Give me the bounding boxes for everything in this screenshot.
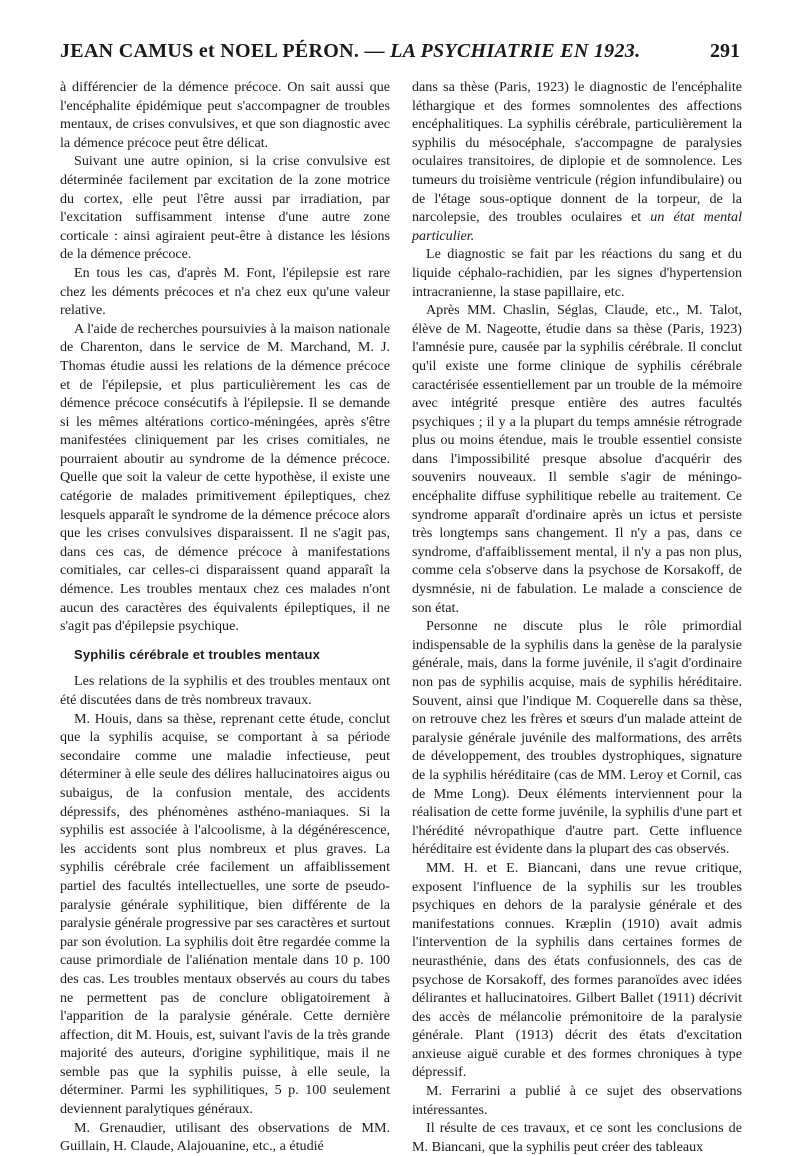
paragraph: Les relations de la syphilis et des troubles mentaux ont été discutées dans de très nombreux travaux. <box>60 673 390 708</box>
paragraph: M. Grenaudier, utilisant des observations de MM. Guillain, H. Claude, Alajouanine, etc., a étudié <box>60 1119 390 1155</box>
header-authors: JEAN CAMUS et NOEL PÉRON. — <box>60 40 385 62</box>
paragraph: MM. H. et E. Biancani, dans une revue critique, exposent l'influence de la syphilis sur les troubles psychiques en dehors de la paralysie générale et des manifestations connues. Kræplin (1910) avait admis l'intervention de la syphilis dans certaines formes de neurasthénie, dans des états confusionnels, des cas de psychose de Korsakoff, des formes paranoïdes avec idées délirantes et hallucinatoires. Gilbert Ballet (1911) décrivit des accès de mélancolie prémonitoire de la paralysie générale. Plant (1913) décrit des états d'excitation anxieuse aiguë curable et des formes chroniques à type dépressif. <box>412 859 742 1081</box>
paragraph <box>412 78 742 245</box>
paragraph: à différencier de la démence précoce. On sait aussi que l'encéphalite épidémique peut s'accompagner de troubles mentaux, de crises convulsives, et que son diagnostic avec la démence précoce peut être délicat. <box>60 79 390 151</box>
paragraph: Suivant une autre opinion, si la crise convulsive est déterminée facilement par excitation de la zone motrice du cortex, elle peut l'être aussi par irradiation, par l'excitation suffisamment intense d'une autre zone corticale : ainsi agiraient peut-être à distance les lésions de la démence précoce. <box>60 153 390 263</box>
paragraph: Après MM. Chaslin, Séglas, Claude, etc., M. Talot, élève de M. Nageotte, étudie dans sa thèse (Paris, 1923) l'amnésie pure, causée par la syphilis cérébrale. Il conclut qu'il existe une forme clinique de syphilis cérébrale caractérisée essentiellement par un trouble de la mémoire avec intégrité presque entière des autres facultés psychiques ; il y a la plupart du temps amnésie rétrograde plus ou moins étendue, mais le trouble essentiel consiste dans l'impossibilité presque absolue d'acquérir des souvenirs nouveaux. Il semble s'agir de méningo-encéphalite diffuse syphilitique rebelle au traitement. Ce syndrome apparaît d'ordinaire après un ictus et persiste très longtemps sans changement. Il n'y a pas, dans ce syndrome, d'affaiblissement mental, il n'y a pas non plus, comme cela s'observe dans la psychose de Korsakoff, de dysmnésie, ni de fabulation. Le malade a conscience de son état. <box>412 302 742 616</box>
running-header <box>60 40 740 76</box>
page-number: 291 <box>710 40 740 62</box>
right-column <box>412 78 742 1156</box>
paragraph: A l'aide de recherches poursuivies à la maison nationale de Charenton, dans le service de M. Marchand, M. J. Thomas étudie aussi les relations de la démence précoce et de l'épilepsie, et plus particulièrement les cas de démence précoce consécutifs à l'épilepsie. Il se demande si les mêmes altérations cortico-méningées, après s'être manifestées cliniquement par les crises comitiales, ne pourraient aboutir au syndrome de la démence précoce. Quelle que soit la valeur de cette hypothèse, il existe une catégorie de malades primitivement épileptiques, chez lesquels apparaît le syndrome de la démence précoce alors que les crises convulsives disparaissent. Il ne s'agit pas, dans ces cas, de démence précoce à manifestations comitiales, car celles-ci disparaissent quand apparaît la démence. Les troubles mentaux chez ces malades n'ont aucun des caractères des équivalents épileptiques, il ne s'agit pas d'épilepsie psychique. <box>60 320 390 635</box>
section-heading: Syphilis cérébrale et troubles mentaux <box>74 646 321 662</box>
paragraph: M. Ferrarini a publié à ce sujet des observations intéressantes. <box>412 1083 742 1118</box>
paragraph: Il résulte de ces travaux, et ce sont les conclusions de M. Biancani, que la syphilis peut créer des tableaux <box>412 1120 742 1155</box>
paragraph: Personne ne discute plus le rôle primordial indispensable de la syphilis dans la genèse de la paralysie générale, mais, dans la forme juvénile, il s'agit d'ordinaire non pas de syphilis acquise, mais de syphilis héréditaire. Souvent, ainsi que l'indique M. Coquerelle dans sa thèse, on retrouve chez les frères et sœurs d'un malade atteint de paralysie générale juvénile des malformations, des arrêts de développement, des troubles dystrophiques, signature de la syphilis héréditaire (cas de MM. Leroy et Cornil, cas de Mme Long). Deux éléments interviennent pour la réalisation de cette forme juvénile, la syphilis d'une part et l'hérédité névropathique d'autre part. Cette influence héréditaire est évidente dans la plupart des cas observés. <box>412 618 742 858</box>
header-journal: LA PSYCHIATRIE EN 1923. <box>390 40 641 62</box>
left-column <box>60 78 390 1156</box>
paragraph: Le diagnostic se fait par les réactions du sang et du liquide céphalo-rachidien, par les signes d'hypertension intracranienne, la stase papillaire, etc. <box>412 246 742 300</box>
paragraph-text: dans sa thèse (Paris, 1923) le diagnostic de l'encéphalite léthargique et des formes somnolentes des affections encéphalitiques. La syphilis cérébrale, particulièrement la syphilis du mésocéphale, s'accompagne de paralysies oculaires transitoires, de diplopie et de somnolence. Les tumeurs du troisième ventricule (région infundibulaire) ou de l'étage sous-optique donnent de la torpeur, de la narcolepsie, des troubles oculaires et <box>412 79 742 226</box>
paragraph: M. Houis, dans sa thèse, reprenant cette étude, conclut que la syphilis acquise, se comportant à sa période secondaire comme une maladie infectieuse, peut déterminer à elle seule des délires hallucinatoires aigus ou subaigus, de la confusion mentale, des accidents dépressifs, des phénomènes asthéno-maniaques. Si la syphilis est associée à l'alcoolisme, à la dégénérescence, les accidents sont plus nombreux et plus graves. La syphilis cérébrale crée facilement un affaiblissement partiel des facultés intellectuelles, une sorte de pseudo-paralysie générale syphilitique, bien différente de la paralysie générale progressive par ses caractères et surtout par son évolution. La syphilis doit être regardée comme la cause primordiale de l'aliénation mentale dans 10 p. 100 des cas. Les troubles mentaux observés au cours du tabes ne permettent pas de conclure obligatoirement à l'apparition de la paralysie générale. Cette dernière affection, dit M. Houis, est, suivant l'avis de la très grande majorité des auteurs, d'origine syphilitique, mais il ne semble pas que la syphilis puisse, à elle seule, la déterminer. Parmi les syphilitiques, 5 p. 100 seulement deviennent paralytiques généraux. <box>60 710 390 1118</box>
paragraph: En tous les cas, d'après M. Font, l'épilepsie est rare chez les déments précoces et n'a chez eux qu'une valeur relative. <box>60 264 390 319</box>
header-title <box>60 40 640 63</box>
italic-phrase: un état mental particulier. <box>412 209 742 244</box>
